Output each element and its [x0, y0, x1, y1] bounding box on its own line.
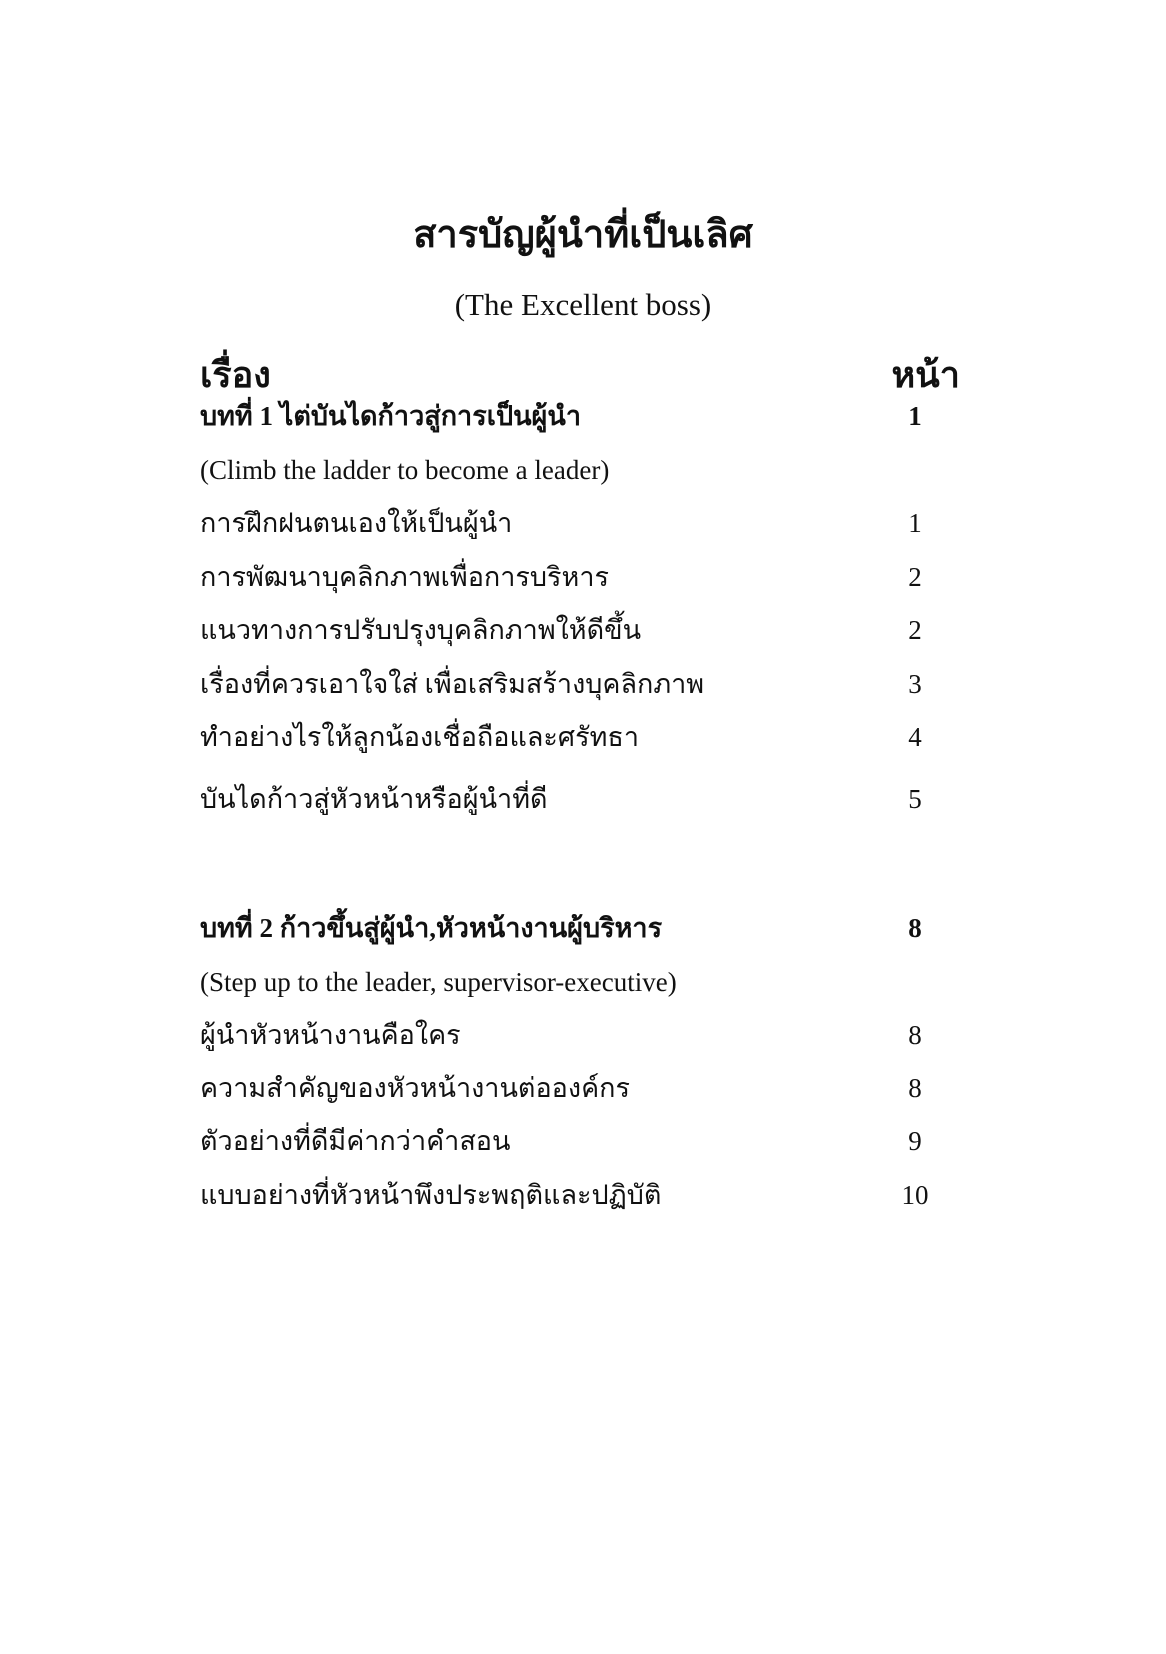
toc-entry	[200, 1015, 960, 1055]
page-title: สารบัญผู้นำที่เป็นเลิศ	[413, 214, 753, 256]
toc-entry	[200, 664, 960, 704]
chapter-2-page: 8	[908, 913, 922, 943]
page-subtitle: (The Excellent boss)	[454, 287, 712, 322]
toc-header-topic: เรื่อง	[200, 355, 271, 395]
toc-entry	[200, 503, 960, 543]
toc-entry	[200, 1175, 960, 1215]
toc-entry-text: แนวทางการปรับปรุงบุคลิกภาพให้ดีขึ้น	[200, 615, 642, 645]
toc-entry-text: แบบอย่างที่หัวหน้าพึงประพฤติและปฏิบัติ	[200, 1180, 662, 1210]
toc-entry-page: 9	[908, 1126, 922, 1156]
toc-entry-text: ความสำคัญของหัวหน้างานต่อองค์กร	[200, 1073, 630, 1103]
chapter-1-title: บทที่ 1 ไต่บันไดก้าวสู่การเป็นผู้นำ	[200, 401, 581, 431]
toc-entry-page: 5	[908, 784, 922, 814]
toc-entry	[200, 779, 960, 819]
toc-entry-page: 4	[908, 722, 922, 752]
toc-entry-text: ตัวอย่างที่ดีมีค่ากว่าคำสอน	[200, 1126, 511, 1156]
toc-entry	[200, 1068, 960, 1108]
chapter-1-page: 1	[908, 401, 922, 431]
toc-entry	[200, 557, 960, 597]
toc-entry-text: บันไดก้าวสู่หัวหน้าหรือผู้นำที่ดี	[200, 784, 548, 814]
toc-entry-page: 2	[908, 615, 922, 645]
toc-entry-page: 3	[908, 669, 922, 699]
toc-entry-page: 1	[908, 508, 922, 538]
toc-entry-page: 2	[908, 562, 922, 592]
toc-header	[200, 352, 960, 402]
toc-entry-page: 8	[908, 1020, 922, 1050]
chapter-1-heading	[200, 396, 960, 436]
toc-entry-text: การฝึกฝนตนเองให้เป็นผู้นำ	[200, 508, 513, 538]
toc-header-page: หน้า	[891, 355, 960, 395]
toc-entry-page: 8	[908, 1073, 922, 1103]
chapter-2-english-title: (Step up to the leader, supervisor-executive)	[200, 967, 677, 997]
toc-entry-text: เรื่องที่ควรเอาใจใส่ เพื่อเสริมสร้างบุคลิกภาพ	[200, 669, 705, 699]
chapter-1-english	[200, 450, 960, 490]
toc-entry	[200, 610, 960, 650]
toc-entry-text: ทำอย่างไรให้ลูกน้องเชื่อถือและศรัทธา	[200, 722, 640, 752]
chapter-1-english-title: (Climb the ladder to become a leader)	[200, 455, 610, 485]
toc-entry	[200, 1121, 960, 1161]
chapter-2-english	[200, 962, 960, 1002]
chapter-2-title: บทที่ 2 ก้าวขึ้นสู่ผู้นำ,หัวหน้างานผู้บริหาร	[200, 913, 663, 943]
toc-entry-page: 10	[901, 1180, 929, 1210]
toc-entry-text: การพัฒนาบุคลิกภาพเพื่อการบริหาร	[200, 562, 610, 592]
toc-entry-text: ผู้นำหัวหน้างานคือใคร	[200, 1020, 461, 1050]
toc-entry	[200, 717, 960, 757]
chapter-2-heading	[200, 908, 960, 948]
